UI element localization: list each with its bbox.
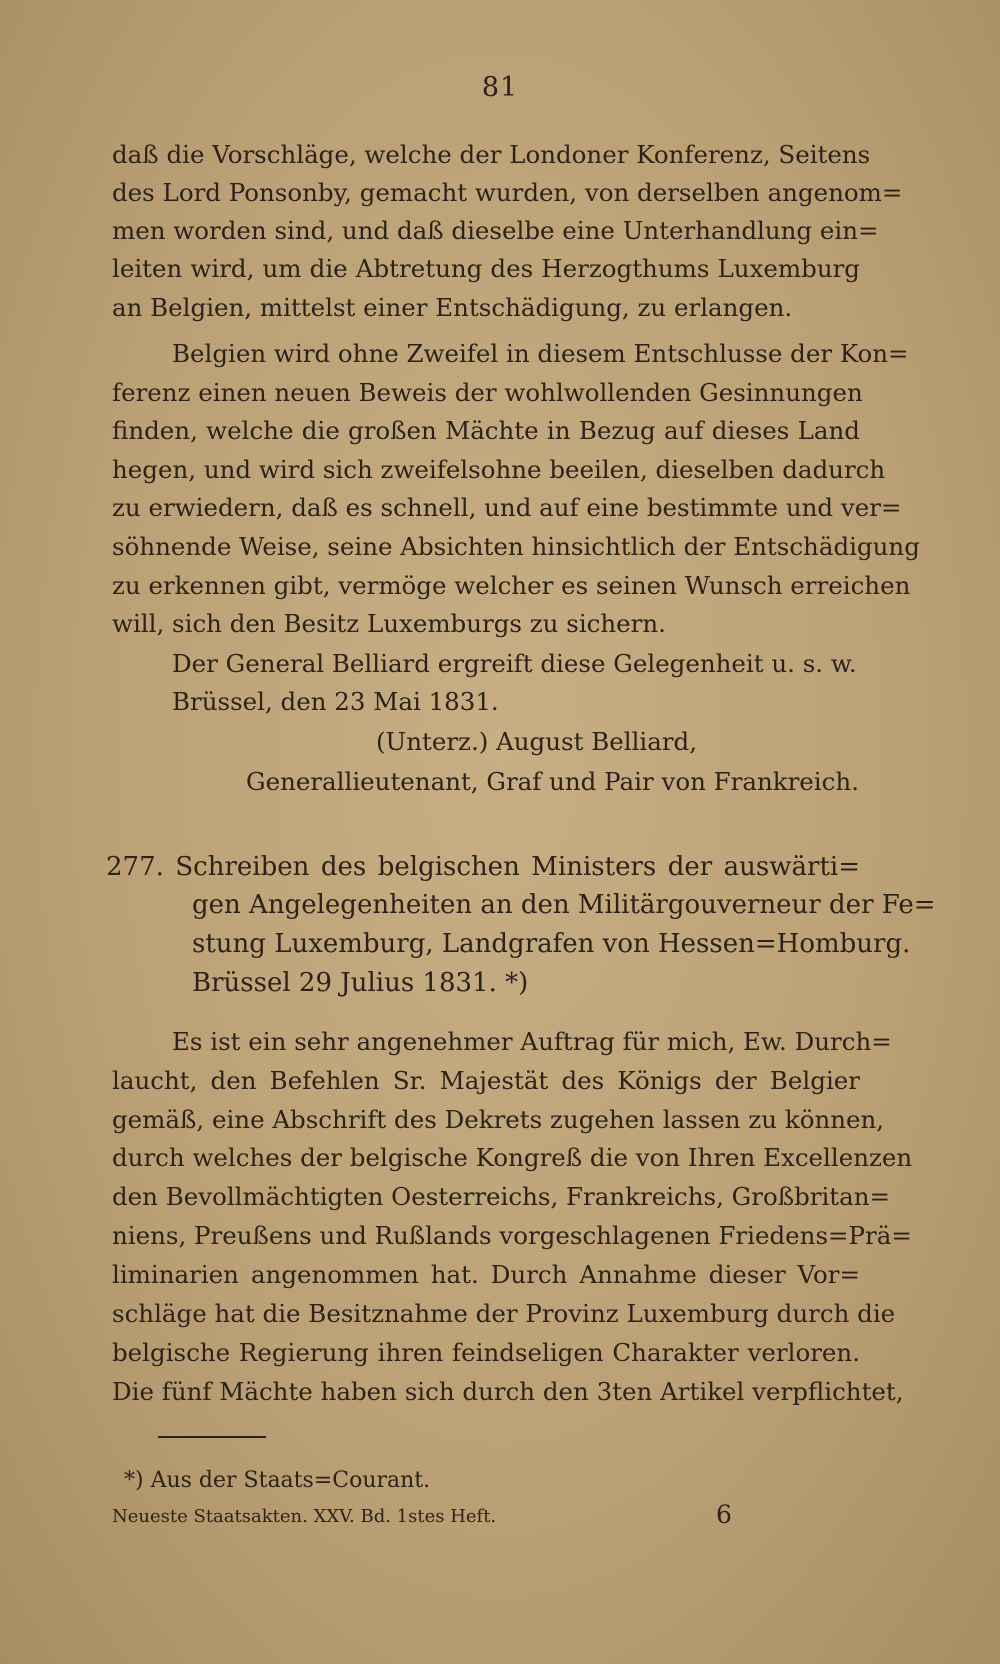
text-line: niens, Preußens und Rußlands vorgeschlagenen Friedens=Prä= — [112, 1221, 912, 1250]
text-line: söhnende Weise, seine Absichten hinsichtlich der Entschädigung — [112, 532, 920, 561]
text-line: zu erwiedern, daß es schnell, und auf eine bestimmte und ver= — [112, 493, 902, 522]
text-line: Es ist ein sehr angenehmer Auftrag für mich, Ew. Durch= — [172, 1027, 892, 1056]
text-line: zu erkennen gibt, vermöge welcher es seinen Wunsch erreichen — [112, 571, 911, 600]
text-line: laucht, den Befehlen Sr. Majestät des Königs der Belgier — [112, 1066, 860, 1095]
text-line: belgische Regierung ihren feindseligen Charakter verloren. — [112, 1338, 860, 1367]
signature-title: Generallieutenant, Graf und Pair von Frankreich. — [246, 767, 859, 796]
text-line: Der General Belliard ergreift diese Gelegenheit u. s. w. — [172, 649, 857, 678]
section-heading: stung Luxemburg, Landgrafen von Hessen=Homburg. — [192, 929, 911, 959]
signature-mark: Neueste Staatsakten. XXV. Bd. 1stes Heft. — [112, 1506, 497, 1527]
text-line: durch welches der belgische Kongreß die von Ihren Excellenzen — [112, 1143, 913, 1172]
text-line: will, sich den Besitz Luxemburgs zu sichern. — [112, 609, 666, 638]
footnote: *) Aus der Staats=Courant. — [124, 1468, 431, 1493]
footnote-divider — [158, 1436, 266, 1438]
text-line: Belgien wird ohne Zweifel in diesem Entschlusse der Kon= — [172, 339, 909, 368]
text-line: Brüssel, den 23 Mai 1831. — [172, 687, 499, 716]
signature-line: (Unterz.) August Belliard, — [376, 727, 698, 756]
text-line: daß die Vorschläge, welche der Londoner Konferenz, Seitens — [112, 140, 871, 169]
text-line: liminarien angenommen hat. Durch Annahme dieser Vor= — [112, 1260, 860, 1289]
text-line: finden, welche die großen Mächte in Bezug auf dieses Land — [112, 416, 860, 445]
section-heading: 277. Schreiben des belgischen Ministers der auswärti= — [106, 852, 860, 882]
gathering-number: 6 — [716, 1500, 732, 1529]
text-line: des Lord Ponsonby, gemacht wurden, von derselben angenom= — [112, 178, 903, 207]
text-line: leiten wird, um die Abtretung des Herzogthums Luxemburg — [112, 254, 860, 283]
section-heading: Brüssel 29 Julius 1831. *) — [192, 968, 529, 998]
text-line: gemäß, eine Abschrift des Dekrets zugehen lassen zu können, — [112, 1105, 885, 1134]
text-line: an Belgien, mittelst einer Entschädigung, zu erlangen. — [112, 293, 793, 322]
text-line: schläge hat die Besitznahme der Provinz Luxemburg durch die — [112, 1299, 896, 1328]
text-line: men worden sind, und daß dieselbe eine Unterhandlung ein= — [112, 216, 879, 245]
text-line: Die fünf Mächte haben sich durch den 3ten Artikel verpflichtet, — [112, 1377, 904, 1406]
text-line: ferenz einen neuen Beweis der wohlwollenden Gesinnungen — [112, 378, 863, 407]
text-line: den Bevollmächtigten Oesterreichs, Frankreichs, Großbritan= — [112, 1182, 891, 1211]
section-heading: gen Angelegenheiten an den Militärgouverneur der Fe= — [192, 890, 936, 920]
page-number: 81 — [481, 72, 519, 103]
text-line: hegen, und wird sich zweifelsohne beeilen, dieselben dadurch — [112, 455, 886, 484]
